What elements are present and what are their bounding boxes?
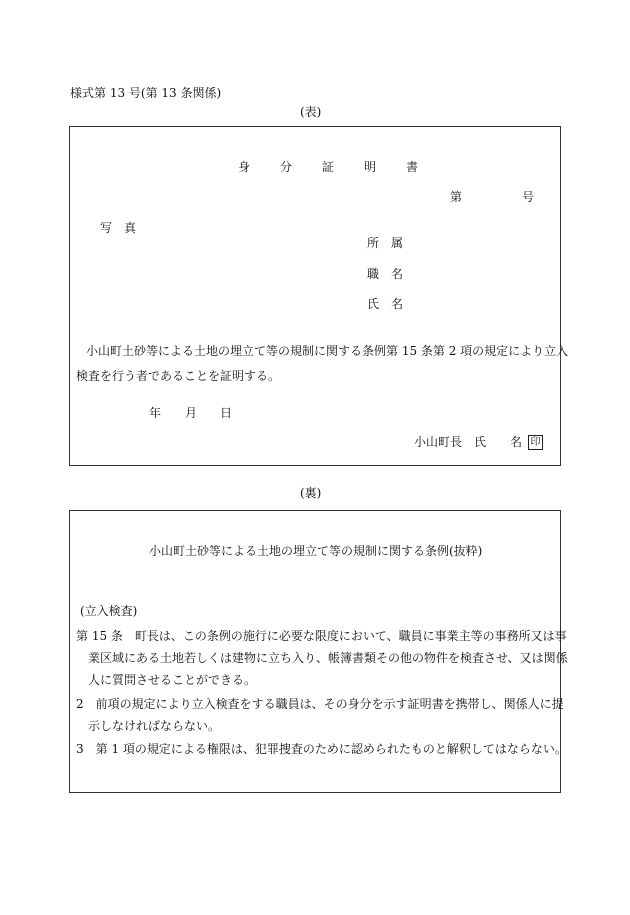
article-15-line1: 第 15 条 町長は、この条例の施行に必要な限度において、職員に事業主等の事務所又は事 [76, 629, 567, 643]
issuer-label: 小山町長 氏 名 [414, 435, 523, 449]
field-position: 職 名 [367, 267, 404, 281]
front-card [69, 126, 569, 466]
front-side-label: (表) [300, 105, 322, 119]
paragraph-2-line2: 示しなければならない。 [88, 719, 221, 733]
paragraph-2-line1: 2 前項の規定により立入検査をする職員は、その身分を示す証明書を携帯し、関係人に提 [76, 697, 564, 711]
article-15-line3: 人に質問させることができる。 [88, 673, 257, 687]
seal-icon: 印 [528, 435, 543, 450]
certification-text-line2: 検査を行う者であることを証明する。 [76, 369, 281, 383]
ordinance-title: 小山町土砂等による土地の埋立て等の規制に関する条例(抜粋) [149, 544, 483, 558]
issuer-line [414, 435, 543, 450]
number-prefix: 第 [450, 190, 463, 204]
field-affiliation: 所 属 [367, 236, 404, 250]
number-suffix: 号 [522, 190, 535, 204]
date-month: 月 [185, 406, 198, 420]
paragraph-3: 3 第 1 項の規定による権限は、犯罪捜査のために認められたものと解釈してはならない。 [76, 742, 567, 756]
date-year: 年 [149, 406, 162, 420]
back-card [69, 510, 568, 793]
field-name: 氏 名 [367, 297, 404, 311]
certificate-title: 身分証明書 [238, 160, 449, 174]
back-side-label: (裏) [300, 486, 322, 500]
date-day: 日 [220, 406, 233, 420]
photo-label: 写 真 [100, 221, 137, 235]
article-15-line2: 業区域にある土地若しくは建物に立ち入り、帳簿書類その他の物件を検査させ、又は関係 [88, 651, 568, 665]
certification-text-line1: 小山町土砂等による土地の埋立て等の規制に関する条例第 15 条第 2 項の規定により立入 [86, 344, 569, 358]
section-heading: (立入検査) [80, 604, 138, 618]
form-number-label: 様式第 13 号(第 13 条関係) [70, 86, 222, 100]
